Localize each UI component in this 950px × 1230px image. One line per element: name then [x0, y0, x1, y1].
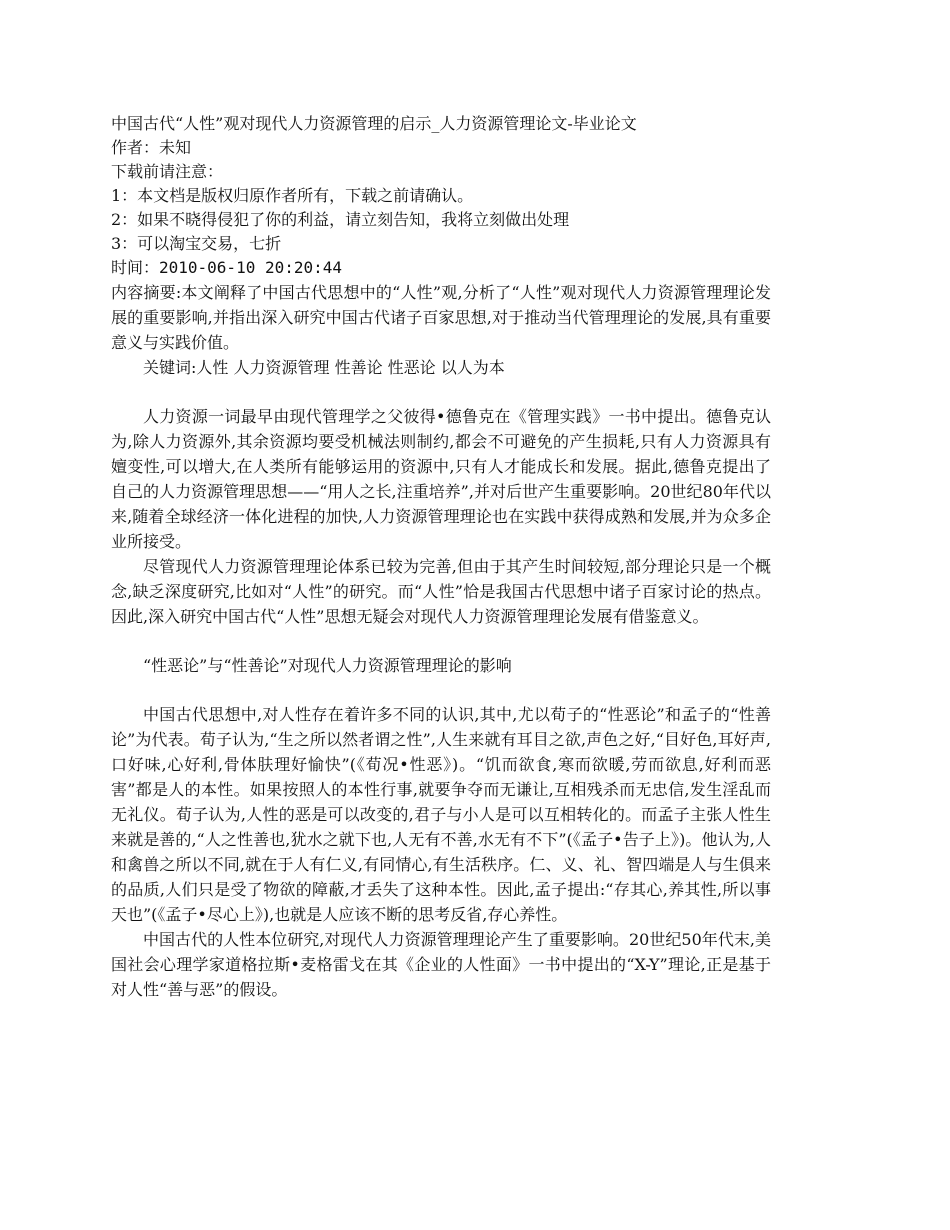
notice-item: 2：如果不晓得侵犯了你的利益，请立刻告知，我将立刻做出处理	[111, 210, 570, 229]
author-line: 作者：未知	[111, 138, 192, 157]
body-paragraph: 人力资源一词最早由现代管理学之父彼得•德鲁克在《管理实践》一书中提出。德鲁克认为,除人力资源外,其余资源均要受机械法则制约,都会不可避免的产生损耗,只有人力资源具有嬗变性,可以增大,在人类所有能够运用的资源中,只有人才能成长和发展。据此,德鲁克提出了自己的人力资源管理思想——“用人之长,注重培养”,并对后世产生重要影响。20世纪80年代以来,随着全球经济一体化进程的加快,人力资源管理理论也在实践中获得成熟和发展,并为众多企业所接受。	[111, 407, 771, 551]
download-notice-label: 下载前请注意：	[111, 162, 224, 181]
body-paragraph: 中国古代的人性本位研究,对现代人力资源管理理论产生了重要影响。20世纪50年代末,美国社会心理学家道格拉斯•麦格雷戈在其《企业的人性面》一书中提出的“X-Y”理论,正是基于对人性“善与恶”的假设。	[111, 930, 771, 999]
keywords-line: 关键词:人性 人力资源管理 性善论 性恶论 以人为本	[143, 358, 505, 377]
publish-time: 时间：2010-06-10 20:20:44	[111, 258, 343, 277]
body-paragraph: 中国古代思想中,对人性存在着许多不同的认识,其中,尤以荀子的“性恶论”和孟子的“性善论”为代表。荀子认为,“生之所以然者谓之性”,人生来就有耳目之欲,声色之好,“目好色,耳好声,口好味,心好利,骨体肤理好愉快”(《荀况•性恶》)。“饥而欲食,寒而欲暖,劳而欲息,好利而恶害”都是人的本性。如果按照人的本性行事,就要争夺而无谦让,互相残杀而无忠信,发生淫乱而无礼仪。荀子认为,人性的恶是可以改变的,君子与小人是可以互相转化的。而孟子主张人性生来就是善的,“人之性善也,犹水之就下也,人无有不善,水无有不下”(《孟子•告子上》)。他认为,人和禽兽之所以不同,就在于人有仁义,有同情心,有生活秩序。仁、义、礼、智四端是人与生俱来的品质,人们只是受了物欲的障蔽,才丢失了这种本性。因此,孟子提出:“存其心,养其性,所以事天也”(《孟子•尽心上》),也就是人应该不断的思考反省,存心养性。	[111, 705, 771, 924]
document-title: 中国古代“人性”观对现代人力资源管理的启示_人力资源管理论文-毕业论文	[111, 114, 637, 133]
document-page	[111, 112, 771, 1002]
section-heading: “性恶论”与“性善论”对现代人力资源管理理论的影响	[143, 656, 512, 675]
spacer	[111, 678, 771, 702]
spacer	[111, 629, 771, 653]
notice-item: 1：本文档是版权归原作者所有，下载之前请确认。	[111, 186, 474, 205]
notice-item: 3：可以淘宝交易，七折	[111, 234, 282, 253]
body-paragraph: 尽管现代人力资源管理理论体系已较为完善,但由于其产生时间较短,部分理论只是一个概念,缺乏深度研究,比如对“人性”的研究。而“人性”恰是我国古代思想中诸子百家讨论的热点。因此,深入研究中国古代“人性”思想无疑会对现代人力资源管理理论发展有借鉴意义。	[111, 557, 771, 626]
spacer	[111, 380, 771, 404]
abstract-paragraph: 内容摘要:本文阐释了中国古代思想中的“人性”观,分析了“人性”观对现代人力资源管理理论发展的重要影响,并指出深入研究中国古代诸子百家思想,对于推动当代管理理论的发展,具有重要意义与实践价值。	[111, 283, 771, 352]
